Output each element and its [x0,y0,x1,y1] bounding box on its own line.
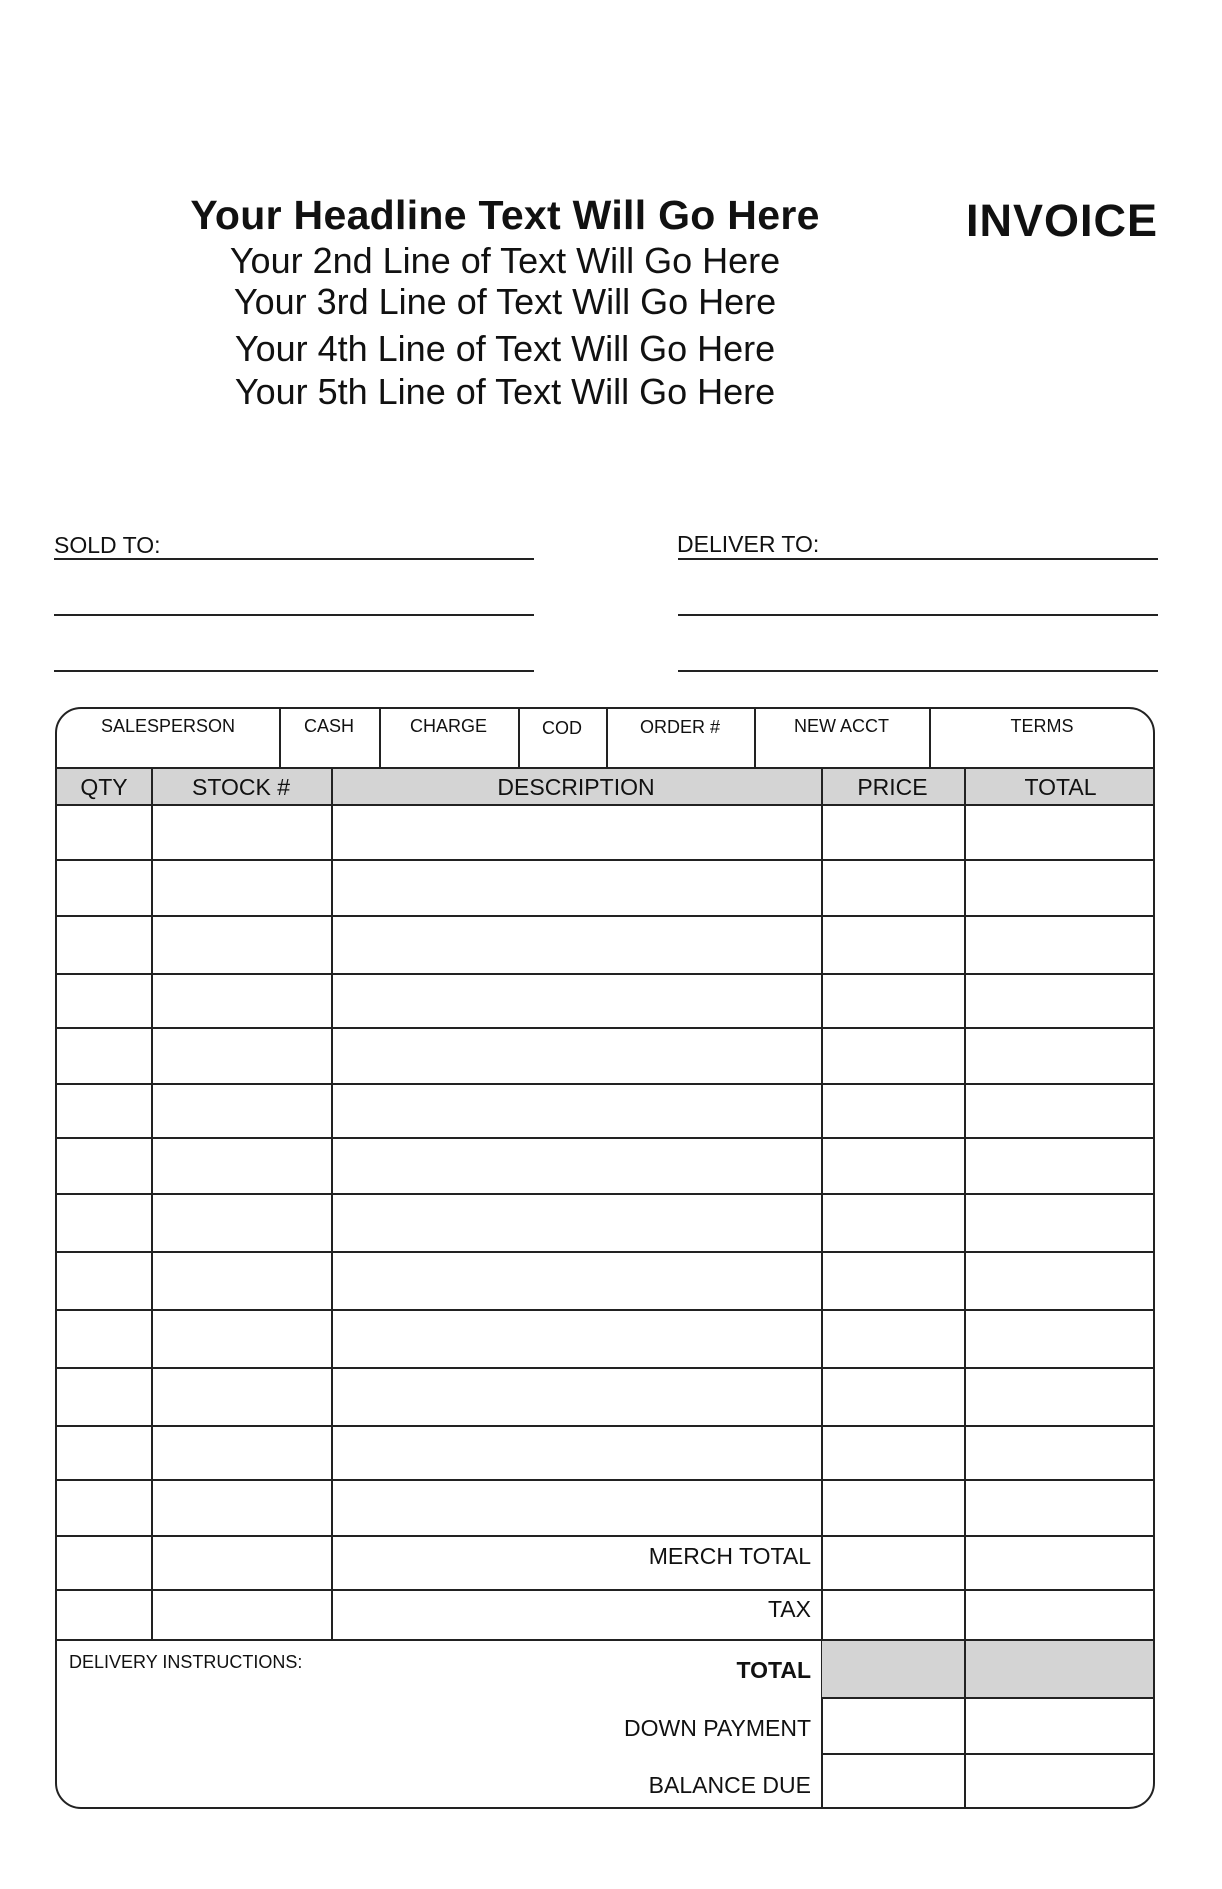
cod-label: COD [542,718,582,738]
down-payment-total-field[interactable] [967,1699,1155,1752]
table-row[interactable] [57,1311,1155,1366]
invoice-title: INVOICE [966,195,1159,246]
stock-header: STOCK # [192,774,290,800]
header-line-4: Your 4th Line of Text Will Go Here [234,328,776,369]
table-row[interactable] [57,1195,1155,1250]
table-row[interactable] [57,917,1155,972]
sold-to-line-1[interactable] [54,558,534,560]
table-row[interactable] [57,1481,1155,1534]
table-row[interactable] [57,861,1155,914]
table-row[interactable] [57,1139,1155,1192]
order-number-label: ORDER # [639,717,720,737]
table-row[interactable] [57,1253,1155,1308]
header-line-3: Your 3rd Line of Text Will Go Here [233,281,777,322]
price-header: PRICE [857,774,928,800]
charge-label: CHARGE [409,716,487,736]
balance-due-price-field[interactable] [824,1756,962,1809]
table-row[interactable] [57,1029,1155,1082]
sold-to-line-3[interactable] [54,670,534,672]
terms-label: TERMS [1010,716,1074,736]
merch-total-label: MERCH TOTAL [648,1543,811,1569]
total-header: TOTAL [1024,774,1097,800]
balance-due-total-field[interactable] [967,1756,1155,1809]
cash-label: CASH [303,716,354,736]
deliver-to-label: DELIVER TO: [677,531,820,557]
new-acct-label: NEW ACCT [793,716,889,736]
sold-to-label: SOLD TO: [54,532,161,558]
down-payment-label: DOWN PAYMENT [624,1715,811,1741]
invoice-form [55,707,1155,1809]
header-line-5: Your 5th Line of Text Will Go Here [234,371,776,412]
deliver-to-line-1[interactable] [678,558,1158,560]
salesperson-label: SALESPERSON [100,716,236,736]
tax-label: TAX [767,1596,811,1622]
row-divider [57,1589,1155,1591]
deliver-to-line-2[interactable] [678,614,1158,616]
down-payment-price-field[interactable] [824,1699,962,1752]
table-row[interactable] [57,1369,1155,1424]
total-shaded-cells [822,1641,1155,1698]
qty-header: QTY [80,774,128,800]
table-row[interactable] [57,807,1155,858]
deliver-to-line-3[interactable] [678,670,1158,672]
header-line-2: Your 2nd Line of Text Will Go Here [229,240,781,281]
delivery-instructions-label: DELIVERY INSTRUCTIONS: [69,1652,303,1672]
balance-due-label: BALANCE DUE [648,1772,811,1798]
total-label: TOTAL [736,1657,811,1683]
table-row[interactable] [57,1085,1155,1136]
description-header: DESCRIPTION [497,774,655,800]
headline: Your Headline Text Will Go Here [190,192,820,238]
table-row[interactable] [57,1427,1155,1478]
sold-to-line-2[interactable] [54,614,534,616]
table-row[interactable] [57,975,1155,1026]
